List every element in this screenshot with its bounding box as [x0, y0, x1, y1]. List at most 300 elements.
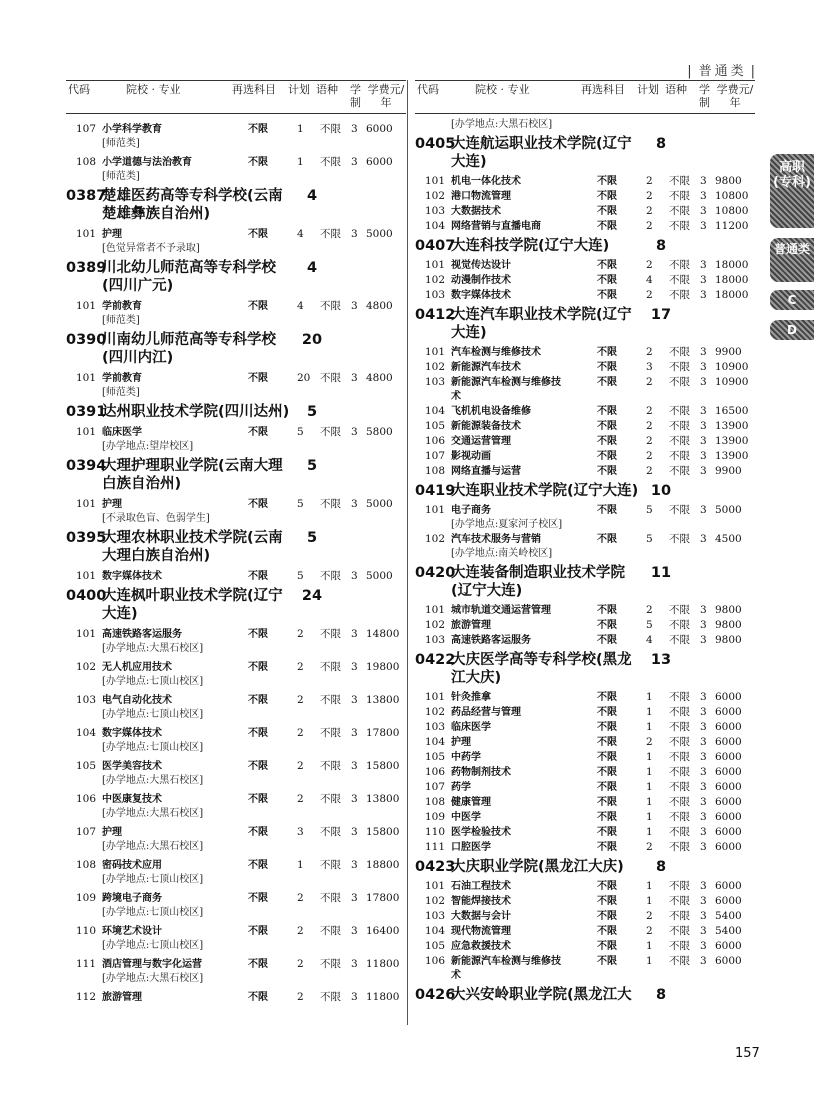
major-name: 新能源汽车技术: [451, 362, 521, 373]
major-code: 106: [425, 955, 446, 967]
major-fee: 9800: [715, 604, 742, 616]
major-code: 102: [425, 895, 446, 907]
major-lang: 不限: [669, 533, 690, 545]
major-system: 3: [700, 205, 707, 217]
major-note: [办学地点:七顶山校区]: [102, 874, 204, 885]
major-subject: 不限: [597, 707, 617, 718]
major-subject: 不限: [597, 605, 617, 616]
major-code: 103: [425, 721, 446, 733]
major-lang: 不限: [669, 205, 690, 217]
major-note: [师范类]: [102, 315, 140, 326]
major-lang: 不限: [669, 604, 690, 616]
major-subject: 不限: [597, 451, 617, 462]
major-name: 应急救援技术: [451, 941, 511, 952]
major-code: 101: [425, 346, 446, 358]
major-fee: 5000: [715, 504, 742, 516]
school-plan: 8: [655, 238, 667, 254]
major-plan: 2: [646, 190, 653, 202]
major-plan: 2: [297, 925, 304, 937]
major-subject: 不限: [597, 956, 617, 967]
major-subject: 不限: [597, 421, 617, 432]
major-row: [415, 879, 755, 894]
major-system: 3: [700, 190, 707, 202]
major-name: 护理: [102, 499, 122, 510]
major-system: 3: [351, 426, 358, 438]
major-lang: 不限: [669, 504, 690, 516]
major-name: 大数据与会计: [451, 911, 511, 922]
major-plan: 2: [646, 346, 653, 358]
school-name: 达州职业技术学院(四川达州): [102, 404, 290, 420]
major-fee: 5000: [366, 228, 393, 240]
major-row: [66, 497, 406, 512]
major-code: 110: [76, 925, 97, 937]
major-system: 3: [700, 706, 707, 718]
major-plan: 2: [297, 628, 304, 640]
major-note: [办学地点:七顶山校区]: [102, 676, 204, 687]
school-name: 大连枫叶职业技术学院(辽宁大连): [102, 588, 283, 622]
major-plan: 2: [646, 465, 653, 477]
major-code: 108: [76, 859, 97, 871]
major-code: 101: [425, 604, 446, 616]
major-lang: 不限: [320, 760, 341, 772]
major-note: [办学地点:七顶山校区]: [102, 940, 204, 951]
major-note: [师范类]: [102, 138, 140, 149]
school-row: [415, 986, 755, 1004]
major-row: [66, 957, 406, 972]
major-name: 环境艺术设计: [102, 926, 162, 937]
school-code: 0426: [415, 987, 456, 1003]
major-row: [415, 909, 755, 924]
major-code: 107: [76, 123, 97, 135]
major-note: [办学地点:七顶山校区]: [102, 709, 204, 720]
major-row: [415, 174, 755, 189]
major-code: 101: [76, 228, 97, 240]
school-code: 0395: [66, 530, 107, 546]
side-tab-d[interactable]: D: [770, 320, 814, 340]
major-row: [66, 122, 406, 137]
major-lang: 不限: [320, 859, 341, 871]
major-lang: 不限: [320, 156, 341, 168]
major-fee: 5000: [366, 498, 393, 510]
major-system: 3: [700, 766, 707, 778]
major-fee: 5000: [366, 570, 393, 582]
major-fee: 5800: [366, 426, 393, 438]
school-row: [415, 858, 755, 876]
major-plan: 2: [646, 925, 653, 937]
major-row: [415, 894, 755, 909]
major-lang: 不限: [669, 450, 690, 462]
major-system: 3: [700, 259, 707, 271]
major-code: 104: [76, 727, 97, 739]
major-system: 3: [700, 346, 707, 358]
school-plan: 5: [306, 530, 318, 546]
major-system: 3: [700, 405, 707, 417]
major-plan: 5: [297, 498, 304, 510]
major-system: 3: [351, 300, 358, 312]
major-fee: 13900: [715, 435, 749, 447]
major-fee: 6000: [715, 895, 742, 907]
school-row: [415, 135, 755, 171]
major-name: 临床医学: [451, 722, 491, 733]
school-code: 0400: [66, 588, 107, 604]
major-name-continuation: 术: [451, 970, 461, 981]
major-fee: 6000: [715, 841, 742, 853]
major-code: 103: [425, 376, 446, 388]
major-system: 3: [351, 859, 358, 871]
school-plan: 20: [301, 332, 323, 348]
major-fee: 6000: [366, 123, 393, 135]
school-name: 大庆职业学院(黑龙江大庆): [451, 859, 624, 875]
major-system: 3: [351, 628, 358, 640]
major-plan: 1: [646, 811, 653, 823]
major-note: [办学地点:夏家河子校区]: [451, 519, 563, 530]
major-lang: 不限: [669, 841, 690, 853]
major-code: 108: [425, 796, 446, 808]
major-lang: 不限: [669, 766, 690, 778]
major-row: [415, 825, 755, 840]
left-column-header: [66, 80, 406, 114]
major-name: 交通运营管理: [451, 436, 511, 447]
major-row: [415, 705, 755, 720]
major-lang: 不限: [320, 372, 341, 384]
major-plan: 2: [297, 892, 304, 904]
major-name: 新能源装备技术: [451, 421, 521, 432]
major-row: [66, 990, 406, 1005]
major-row: [415, 258, 755, 273]
major-fee: 9900: [715, 465, 742, 477]
major-system: 3: [700, 361, 707, 373]
header-name: 院校 · 专业: [126, 83, 181, 96]
major-lang: 不限: [320, 300, 341, 312]
major-fee: 6000: [715, 940, 742, 952]
school-plan: 8: [655, 859, 667, 875]
major-lang: 不限: [669, 880, 690, 892]
major-lang: 不限: [669, 706, 690, 718]
major-name-continuation: 术: [451, 391, 461, 402]
major-code: 102: [425, 274, 446, 286]
school-name: 川北幼儿师范高等专科学校(四川广元): [102, 260, 276, 294]
major-name: 视觉传达设计: [451, 260, 511, 271]
major-lang: 不限: [669, 346, 690, 358]
major-note: [办学地点:大黑石校区]: [102, 973, 204, 984]
major-lang: 不限: [669, 259, 690, 271]
major-subject: 不限: [248, 926, 268, 937]
major-fee: 6000: [715, 736, 742, 748]
school-row: [66, 187, 406, 223]
major-plan: 2: [297, 958, 304, 970]
major-name: 小学科学教育: [102, 124, 162, 135]
major-fee: 15800: [366, 760, 400, 772]
major-code: 112: [76, 991, 97, 1003]
major-row: [415, 795, 755, 810]
major-name: 石油工程技术: [451, 881, 511, 892]
major-row: [66, 693, 406, 708]
major-code: 101: [76, 498, 97, 510]
major-plan: 5: [646, 533, 653, 545]
major-subject: 不限: [597, 505, 617, 516]
major-system: 3: [700, 220, 707, 232]
school-code: 0405: [415, 136, 456, 152]
major-system: 3: [700, 604, 707, 616]
major-plan: 1: [297, 156, 304, 168]
major-system: 3: [700, 175, 707, 187]
major-code: 107: [76, 826, 97, 838]
left-column: [66, 80, 406, 1005]
major-system: 3: [700, 504, 707, 516]
major-row: [415, 434, 755, 449]
major-subject: 不限: [597, 377, 617, 388]
major-code: 105: [425, 420, 446, 432]
major-plan: 2: [646, 736, 653, 748]
major-system: 3: [351, 156, 358, 168]
major-lang: 不限: [320, 925, 341, 937]
school-code: 0412: [415, 307, 456, 323]
major-row: [66, 371, 406, 386]
major-fee: 6000: [715, 751, 742, 763]
major-row: [415, 273, 755, 288]
header-lang: 语种: [316, 83, 338, 96]
side-tab-general[interactable]: 普通类: [770, 238, 814, 282]
major-code: 102: [425, 361, 446, 373]
major-row: [66, 660, 406, 675]
major-lang: 不限: [669, 955, 690, 967]
major-lang: 不限: [320, 958, 341, 970]
major-fee: 6000: [715, 721, 742, 733]
major-name: 药物制剂技术: [451, 767, 511, 778]
major-system: 3: [351, 372, 358, 384]
major-row: [415, 780, 755, 795]
major-code: 102: [425, 190, 446, 202]
major-subject: 不限: [597, 275, 617, 286]
major-fee: 6000: [715, 706, 742, 718]
major-name: 口腔医学: [451, 842, 491, 853]
major-plan: 2: [646, 435, 653, 447]
major-subject: 不限: [248, 157, 268, 168]
school-row: [415, 306, 755, 342]
major-system: 3: [700, 925, 707, 937]
major-subject: 不限: [597, 911, 617, 922]
major-fee: 11200: [715, 220, 749, 232]
major-name: 旅游管理: [102, 992, 142, 1003]
major-system: 3: [700, 376, 707, 388]
major-fee: 6000: [715, 796, 742, 808]
major-subject: 不限: [248, 499, 268, 510]
major-subject: 不限: [248, 124, 268, 135]
major-subject: 不限: [597, 260, 617, 271]
major-system: 3: [700, 619, 707, 631]
major-code: 104: [425, 405, 446, 417]
major-subject: 不限: [597, 362, 617, 373]
major-name: 新能源汽车检测与维修技: [451, 956, 561, 967]
major-note: [办学地点:七顶山校区]: [102, 742, 204, 753]
header-name: 院校 · 专业: [475, 83, 530, 96]
school-plan: 17: [650, 307, 672, 323]
major-fee: 13900: [715, 420, 749, 432]
major-fee: 13800: [366, 694, 400, 706]
major-subject: 不限: [597, 191, 617, 202]
major-code: 105: [425, 751, 446, 763]
major-plan: 1: [646, 955, 653, 967]
major-code: 106: [425, 435, 446, 447]
school-row: [66, 403, 406, 421]
major-fee: 6000: [366, 156, 393, 168]
major-lang: 不限: [320, 426, 341, 438]
major-fee: 6000: [715, 781, 742, 793]
major-fee: 5400: [715, 910, 742, 922]
school-code: 0423: [415, 859, 456, 875]
major-subject: 不限: [597, 812, 617, 823]
left-rows: [66, 114, 406, 1005]
school-name: 大理护理职业学院(云南大理白族自治州): [102, 458, 283, 492]
school-name: 大庆医学高等专科学校(黑龙江大庆): [451, 652, 632, 686]
major-lang: 不限: [320, 661, 341, 673]
school-row: [66, 529, 406, 565]
major-name: 数字媒体技术: [451, 290, 511, 301]
major-code: 108: [76, 156, 97, 168]
major-subject: 不限: [597, 436, 617, 447]
major-name: 飞机机电设备维修: [451, 406, 531, 417]
major-name: 护理: [451, 737, 471, 748]
major-plan: 2: [646, 910, 653, 922]
major-code: 111: [425, 841, 446, 853]
right-column: [415, 80, 755, 1007]
major-code: 107: [425, 450, 446, 462]
major-system: 3: [700, 634, 707, 646]
school-plan: 8: [655, 136, 667, 152]
major-lang: 不限: [320, 991, 341, 1003]
major-system: 3: [700, 841, 707, 853]
major-system: 3: [351, 123, 358, 135]
major-lang: 不限: [669, 435, 690, 447]
major-name: 针灸推拿: [451, 692, 491, 703]
major-system: 3: [700, 736, 707, 748]
major-fee: 5400: [715, 925, 742, 937]
major-name: 中医康复技术: [102, 794, 162, 805]
school-row: [415, 237, 755, 255]
major-row: [415, 404, 755, 419]
major-fee: 4500: [715, 533, 742, 545]
major-subject: 不限: [597, 466, 617, 477]
major-subject: 不限: [597, 290, 617, 301]
major-plan: 2: [646, 450, 653, 462]
major-lang: 不限: [669, 619, 690, 631]
major-fee: 10800: [715, 205, 749, 217]
major-lang: 不限: [669, 691, 690, 703]
major-row: [66, 825, 406, 840]
major-plan: 2: [646, 220, 653, 232]
school-row: [415, 482, 755, 500]
major-name: 药学: [451, 782, 471, 793]
major-system: 3: [351, 498, 358, 510]
major-lang: 不限: [320, 694, 341, 706]
major-name: 电子商务: [451, 505, 491, 516]
school-row: [66, 587, 406, 623]
major-name: 高速铁路客运服务: [102, 629, 182, 640]
major-lang: 不限: [669, 190, 690, 202]
school-plan: 4: [306, 260, 318, 276]
major-fee: 17800: [366, 727, 400, 739]
major-subject: 不限: [248, 992, 268, 1003]
major-fee: 10900: [715, 376, 749, 388]
major-system: 3: [700, 435, 707, 447]
school-code: 0389: [66, 260, 107, 276]
major-name: 医学检验技术: [451, 827, 511, 838]
major-code: 101: [425, 175, 446, 187]
major-code: 110: [425, 826, 446, 838]
major-code: 106: [425, 766, 446, 778]
school-name: 楚雄医药高等专科学校(云南楚雄彝族自治州): [102, 188, 283, 222]
school-plan: 13: [650, 652, 672, 668]
major-fee: 9800: [715, 175, 742, 187]
school-name: 大连职业技术学院(辽宁大连): [451, 483, 639, 499]
major-subject: 不限: [597, 176, 617, 187]
major-note: [办学地点:大黑石校区]: [102, 841, 204, 852]
major-subject: 不限: [597, 767, 617, 778]
header-code: 代码: [417, 83, 439, 96]
major-note: [办学地点:望岸校区]: [102, 441, 194, 452]
major-system: 3: [351, 925, 358, 937]
major-system: 3: [351, 793, 358, 805]
major-system: 3: [351, 958, 358, 970]
major-fee: 4800: [366, 300, 393, 312]
major-fee: 13900: [715, 450, 749, 462]
major-row: [415, 288, 755, 303]
header-system: 学制: [699, 83, 710, 109]
major-row: [66, 155, 406, 170]
side-tab-c[interactable]: C: [770, 290, 814, 310]
major-plan: 2: [646, 289, 653, 301]
major-name: 旅游管理: [451, 620, 491, 631]
major-code: 109: [425, 811, 446, 823]
major-name: 无人机应用技术: [102, 662, 172, 673]
major-subject: 不限: [597, 347, 617, 358]
major-system: 3: [700, 781, 707, 793]
major-code: 105: [425, 940, 446, 952]
major-subject: 不限: [597, 692, 617, 703]
major-name: 跨境电子商务: [102, 893, 162, 904]
major-fee: 18000: [715, 259, 749, 271]
major-code: 101: [76, 628, 97, 640]
side-tab-vocational[interactable]: 高职(专科): [770, 154, 814, 228]
major-note: [办学地点:大黑石校区]: [451, 119, 553, 130]
major-row: [66, 299, 406, 314]
major-row: [66, 792, 406, 807]
major-plan: 3: [297, 826, 304, 838]
school-row: [66, 331, 406, 367]
major-system: 3: [351, 228, 358, 240]
major-code: 103: [425, 910, 446, 922]
major-row: [415, 810, 755, 825]
major-plan: 4: [646, 274, 653, 286]
major-plan: 1: [646, 880, 653, 892]
major-lang: 不限: [669, 405, 690, 417]
major-subject: 不限: [597, 206, 617, 217]
major-plan: 1: [646, 895, 653, 907]
major-name: 护理: [102, 827, 122, 838]
header-code: 代码: [68, 83, 90, 96]
header-plan: 计划: [637, 83, 659, 96]
major-plan: 1: [646, 826, 653, 838]
major-plan: 1: [646, 721, 653, 733]
major-subject: 不限: [248, 571, 268, 582]
major-name: 网络营销与直播电商: [451, 221, 541, 232]
major-system: 3: [700, 811, 707, 823]
major-subject: 不限: [597, 620, 617, 631]
header-subject: 再选科目: [581, 83, 625, 96]
major-subject: 不限: [597, 941, 617, 952]
major-fee: 17800: [366, 892, 400, 904]
major-plan: 4: [297, 300, 304, 312]
